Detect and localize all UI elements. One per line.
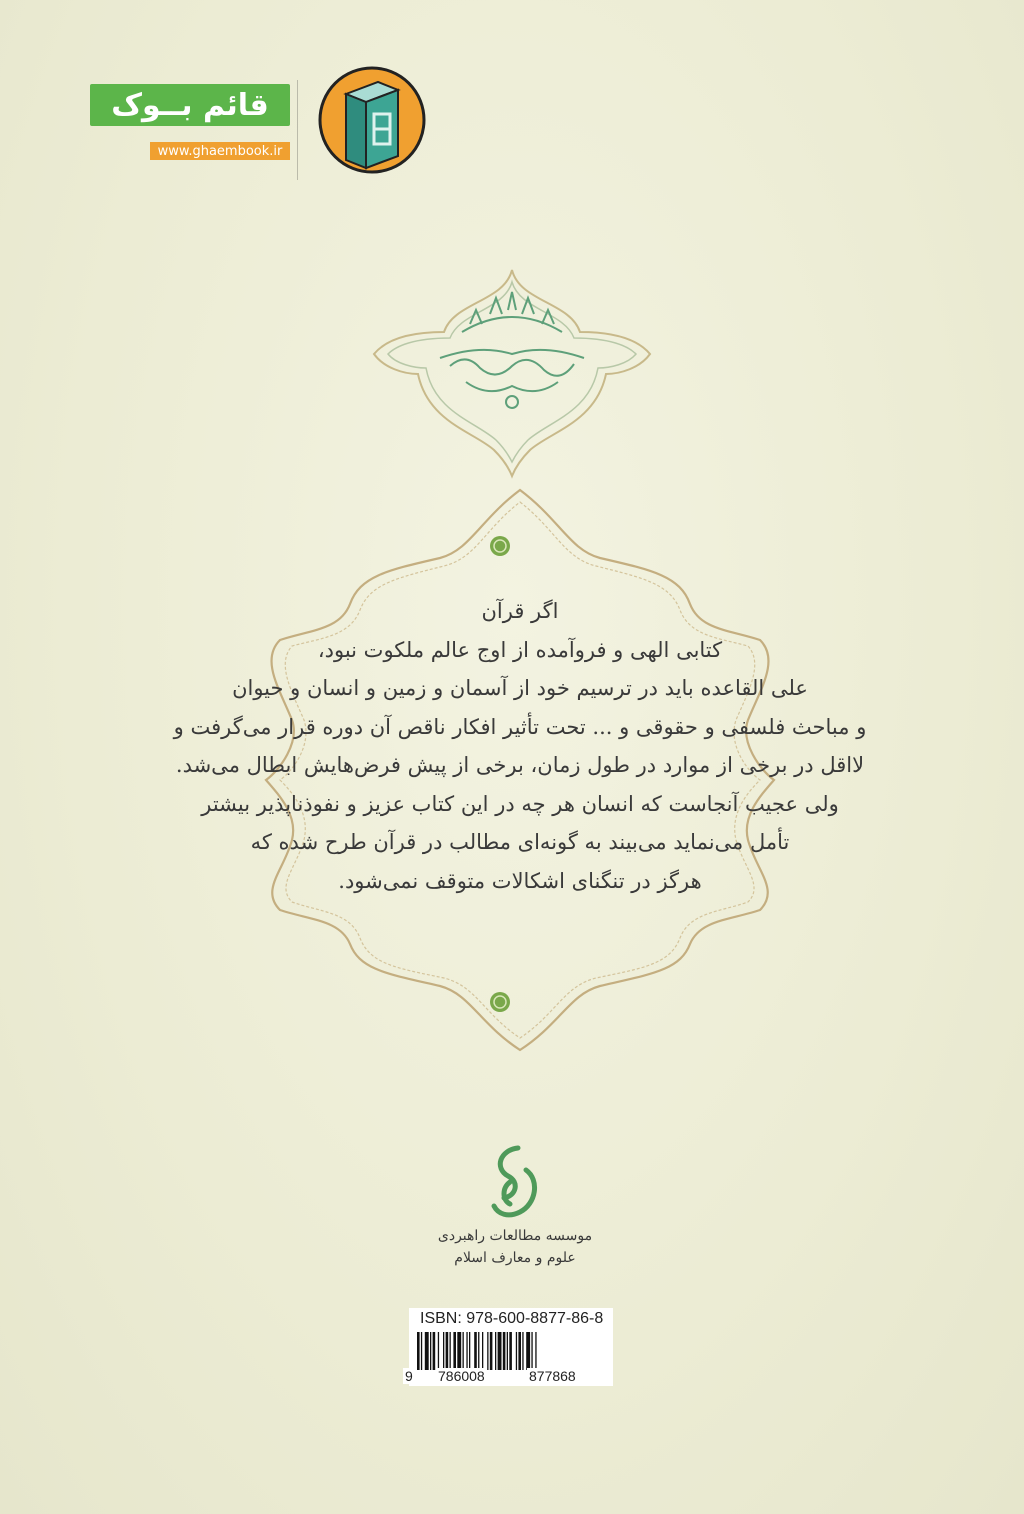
barcode-bar xyxy=(507,1332,508,1370)
text-line: کتابی الهی و فروآمده از اوج عالم ملکوت نبود، xyxy=(317,637,723,662)
barcode-bar xyxy=(495,1332,496,1370)
text-line: علی القاعده باید در ترسیم خود از آسمان و زمین و انسان و حیوان xyxy=(232,676,808,700)
brand-name: قائم بــوک xyxy=(90,84,290,126)
barcode-bar xyxy=(446,1332,449,1370)
back-cover-text xyxy=(160,592,880,900)
barcode-bar xyxy=(433,1332,436,1370)
barcode-bar xyxy=(463,1332,464,1370)
barcode-digit-first: 9 xyxy=(405,1368,413,1384)
barcode-bar xyxy=(503,1332,506,1370)
barcode-bar xyxy=(457,1332,461,1370)
publisher-logo xyxy=(430,1140,600,1300)
barcode-bar xyxy=(518,1332,521,1370)
barcode-bar xyxy=(516,1332,517,1370)
barcode-bar xyxy=(509,1332,512,1370)
isbn-label: ISBN: 978-600-8877-86-8 xyxy=(420,1310,604,1327)
barcode-bar xyxy=(425,1332,429,1370)
barcode-bar xyxy=(421,1332,422,1370)
ornament-dot-top xyxy=(490,536,510,556)
barcode-bar xyxy=(443,1332,444,1370)
barcode-bar xyxy=(469,1332,470,1370)
text-line: ولی عجیب آنجاست که انسان هر چه در این کتاب عزیز و نفوذناپذیر بیشتر xyxy=(201,791,839,816)
barcode-bar xyxy=(453,1332,456,1370)
publisher-subtitle: علوم و معارف اسلام xyxy=(454,1250,576,1266)
barcode-bar xyxy=(450,1332,451,1370)
barcode-bar xyxy=(466,1332,467,1370)
book-icon xyxy=(316,64,428,176)
barcode-bar xyxy=(526,1332,530,1370)
barcode-bar xyxy=(498,1332,502,1370)
calligraphy-emblem xyxy=(370,262,654,482)
text-line: هرگز در تنگنای اشکالات متوقف نمی‌شود. xyxy=(338,868,702,893)
barcode-digits-right: 877868 xyxy=(529,1368,576,1384)
barcode-bar xyxy=(487,1332,488,1370)
barcode-bar xyxy=(474,1332,477,1370)
barcode-bar xyxy=(522,1332,523,1370)
brand-url: www.ghaembook.ir xyxy=(150,142,290,160)
publisher-emblem-icon xyxy=(480,1140,550,1224)
text-line: و مباحث فلسفی و حقوقی و ... تحت تأثیر افکار ناقص آن دوره قرار می‌گرفت و xyxy=(173,714,867,739)
text-line: تأمل می‌نماید می‌بیند به گونه‌ای مطالب در قرآن طرح شده که xyxy=(250,830,790,854)
logo-divider xyxy=(297,80,298,180)
barcode-digits-left: 786008 xyxy=(438,1368,485,1384)
barcode-bar xyxy=(535,1332,536,1370)
barcode-bar xyxy=(531,1332,532,1370)
barcode-bar xyxy=(438,1332,439,1370)
barcode-bar xyxy=(430,1332,431,1370)
barcode-bar xyxy=(482,1332,483,1370)
text-line: اگر قرآن xyxy=(481,599,559,623)
barcode-bar xyxy=(478,1332,479,1370)
publisher-name: موسسه مطالعات راهبردی xyxy=(437,1228,593,1244)
barcode-bar xyxy=(490,1332,493,1370)
ornament-dot-bottom xyxy=(490,992,510,1012)
text-line: لااقل در برخی از موارد در طول زمان، برخی از پیش فرض‌هایش ابطال می‌شد. xyxy=(175,753,865,777)
barcode-bar xyxy=(417,1332,420,1370)
